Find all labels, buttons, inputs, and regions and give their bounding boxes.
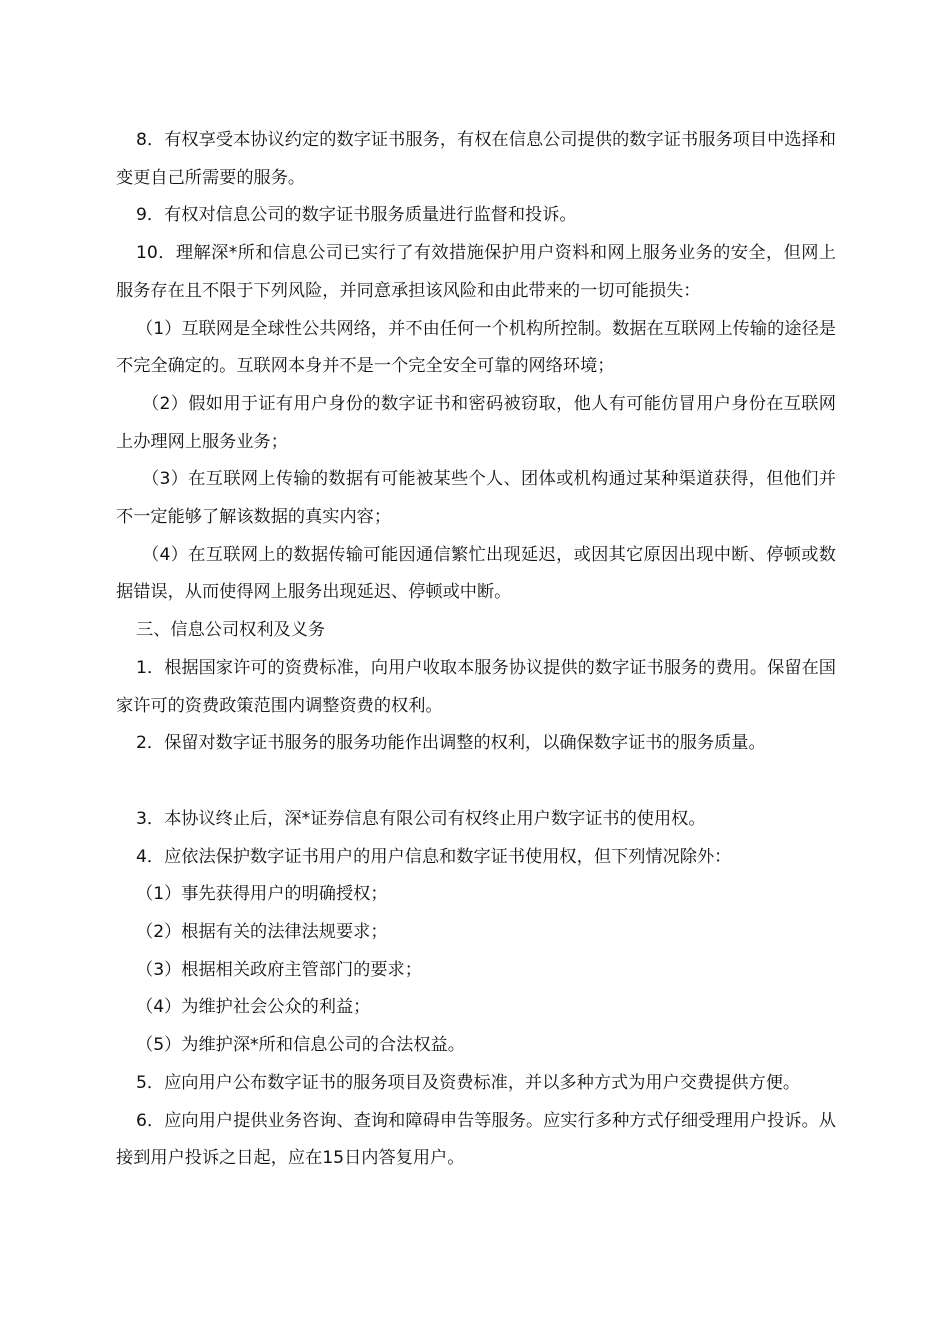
exception-item-2: （2）根据有关的法律法规要求； [136, 922, 388, 943]
blank-line [116, 763, 836, 801]
section-heading: 三、信息公司权利及义务 [136, 620, 326, 641]
company-clause-6: 6．应向用户提供业务咨询、查询和障碍申告等服务。应实行多种方式仔细受理用户投诉。从接到用户投诉之日起，应在15日内答复用户。 [116, 1110, 836, 1169]
company-clause-3: 3．本协议终止后，深*证券信息有限公司有权终止用户数字证书的使用权。 [136, 808, 706, 829]
risk-item-3: （3）在互联网上传输的数据有可能被某些个人、团体或机构通过某种渠道获得，但他们并不一定能够了解该数据的真实内容； [116, 469, 836, 528]
exception-item-4: （4）为维护社会公众的利益； [136, 997, 371, 1018]
clause-9: 9．有权对信息公司的数字证书服务质量进行监督和投诉。 [136, 205, 577, 226]
risk-item-4: （4）在互联网上的数据传输可能因通信繁忙出现延迟，或因其它原因出现中断、停顿或数据错误，从而使得网上服务出现延迟、停顿或中断。 [116, 544, 836, 603]
company-clause-4: 4．应依法保护数字证书用户的用户信息和数字证书使用权，但下列情况除外： [136, 846, 732, 867]
company-clause-2: 2．保留对数字证书服务的服务功能作出调整的权利，以确保数字证书的服务质量。 [136, 733, 766, 754]
clause-8: 8．有权享受本协议约定的数字证书服务，有权在信息公司提供的数字证书服务项目中选择和变更自己所需要的服务。 [116, 130, 836, 188]
risk-item-1: （1）互联网是全球性公共网络，并不由任何一个机构所控制。数据在互联网上传输的途径是不完全确定的。互联网本身并不是一个完全安全可靠的网络环境； [116, 318, 836, 377]
company-clause-5: 5．应向用户公布数字证书的服务项目及资费标准，并以多种方式为用户交费提供方便。 [136, 1072, 801, 1093]
document-body [116, 122, 836, 1178]
risk-item-2: （2）假如用于证有用户身份的数字证书和密码被窃取，他人有可能仿冒用户身份在互联网上办理网上服务业务； [116, 393, 836, 452]
exception-item-1: （1）事先获得用户的明确授权； [136, 884, 388, 905]
exception-item-5: （5）为维护深*所和信息公司的合法权益。 [136, 1035, 465, 1056]
company-clause-1: 1．根据国家许可的资费标准，向用户收取本服务协议提供的数字证书服务的费用。保留在国家许可的资费政策范围内调整资费的权利。 [116, 657, 836, 716]
exception-item-3: （3）根据相关政府主管部门的要求； [136, 959, 422, 980]
clause-10: 10．理解深*所和信息公司已实行了有效措施保护用户资料和网上服务业务的安全，但网上服务存在且不限于下列风险，并同意承担该风险和由此带来的一切可能损失： [116, 243, 836, 301]
